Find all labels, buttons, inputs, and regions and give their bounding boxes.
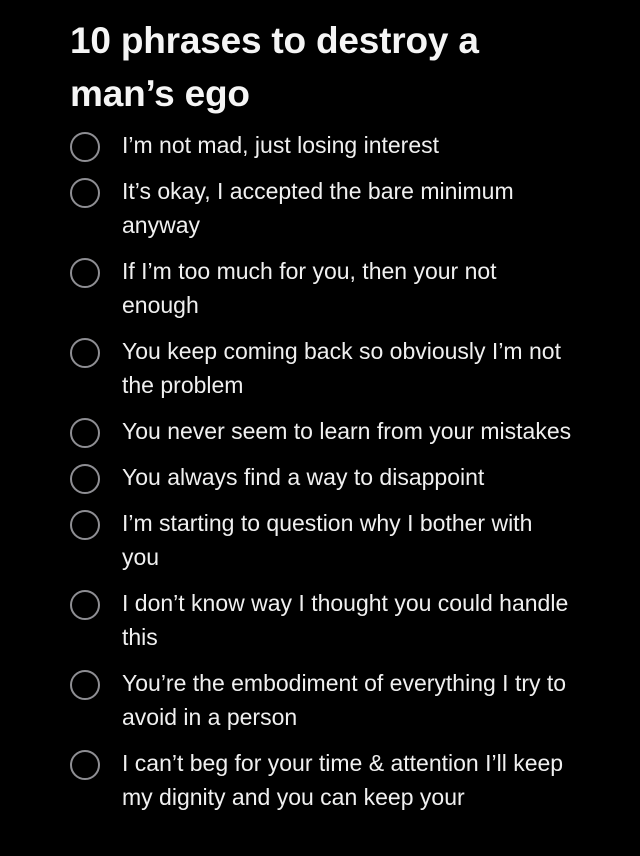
checkbox-circle-icon[interactable] (70, 132, 100, 162)
checkbox-circle-icon[interactable] (70, 258, 100, 288)
checklist-item-text[interactable]: You never seem to learn from your mistakes (122, 418, 572, 444)
checkbox-circle-icon[interactable] (70, 464, 100, 494)
checklist-item[interactable] (70, 460, 610, 494)
checklist-item[interactable] (70, 506, 610, 574)
checklist-item[interactable] (70, 128, 610, 162)
checklist-item[interactable] (70, 334, 610, 402)
checkbox-circle-icon[interactable] (70, 418, 100, 448)
checklist-item[interactable] (70, 746, 610, 814)
checklist-item-text[interactable]: I don’t know way I thought you could handle this (122, 590, 569, 650)
checklist-item[interactable] (70, 254, 610, 322)
checklist-item-text[interactable]: If I’m too much for you, then your not enough (122, 258, 497, 318)
checkbox-circle-icon[interactable] (70, 178, 100, 208)
checkbox-circle-icon[interactable] (70, 590, 100, 620)
checklist-item-text[interactable]: I’m not mad, just losing interest (122, 132, 440, 158)
checkbox-circle-icon[interactable] (70, 670, 100, 700)
checkbox-circle-icon[interactable] (70, 750, 100, 780)
checklist-item[interactable] (70, 666, 610, 734)
checklist-item-text[interactable]: You keep coming back so obviously I’m not the problem (122, 338, 561, 398)
checkbox-circle-icon[interactable] (70, 510, 100, 540)
note-title[interactable]: 10 phrases to destroy a man’s ego (70, 20, 479, 114)
checklist-item-text[interactable]: I can’t beg for your time & attention I’ll keep my dignity and you can keep your (122, 750, 564, 810)
checklist (70, 128, 610, 826)
checklist-item-text[interactable]: You’re the embodiment of everything I try to avoid in a person (122, 670, 567, 730)
checklist-item-text[interactable]: It’s okay, I accepted the bare minimum anyway (122, 178, 514, 238)
checklist-item[interactable] (70, 414, 610, 448)
checklist-item[interactable] (70, 174, 610, 242)
checkbox-circle-icon[interactable] (70, 338, 100, 368)
checklist-item[interactable] (70, 586, 610, 654)
checklist-item-text[interactable]: You always find a way to disappoint (122, 464, 485, 490)
checklist-item-text[interactable]: I’m starting to question why I bother with you (122, 510, 533, 570)
